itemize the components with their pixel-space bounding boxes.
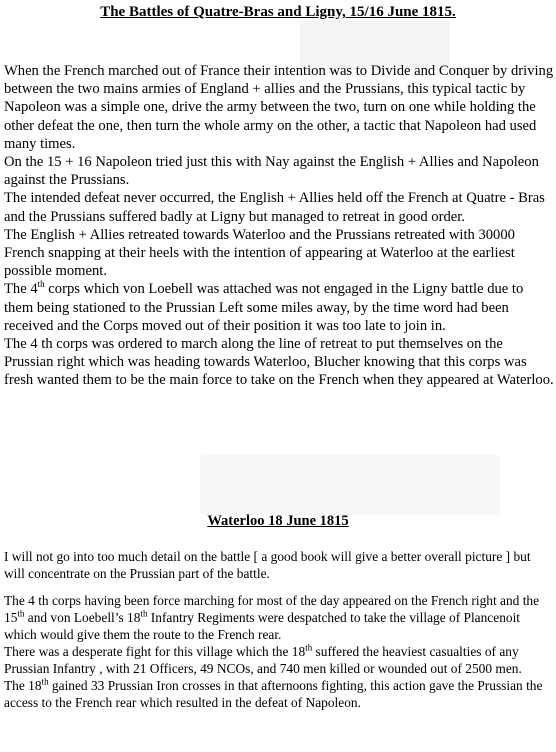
paragraph [4, 643, 554, 677]
superscript: th [305, 642, 313, 653]
page-title: The Battles of Quatre-Bras and Ligny, 15/16 June 1815. [100, 4, 456, 20]
paragraph: The 4 th corps was ordered to march along the line of retreat to put themselves on the Prussian right which was heading towards Waterloo, Blucher knowing that this corps was fresh wanted them to be the main force to take on the French when they appeared at Waterloo. [4, 336, 554, 389]
superscript: th [140, 608, 148, 619]
paragraph [4, 592, 554, 643]
superscript: th [17, 608, 25, 619]
text-run: There was a desperate fight for this village which the 18 [4, 644, 306, 659]
background-watermark [200, 455, 500, 515]
section-heading: Waterloo 18 June 1815 [207, 513, 349, 529]
text-run: and von Loebell’s 18 [24, 610, 141, 625]
text-run: The 4 th corps having been force marching for most of the day appeared on the French right and the 15 [4, 593, 540, 625]
text-run: The 18 [4, 678, 42, 693]
text-run: The 4 [4, 281, 38, 298]
text-run: corps which von Loebell was attached was not engaged in the Ligny battle due to them being stationed to the Prussian Left some miles away, by the time word had been received and the Corps moved out of their position it was too late to join in. [4, 281, 524, 334]
section-quatre-bras-ligny [4, 62, 554, 390]
paragraph: I will not go into too much detail on the battle [ a good book will give a better overall picture ] but will concentrate on the Prussian part of the battle. [4, 549, 531, 581]
paragraph: The English + Allies retreated towards Waterloo and the Prussians retreated with 30000 French snapping at their heels with the intention of appearing at Waterloo at the earliest possible moment. [4, 226, 515, 280]
paragraph: On the 15 + 16 Napoleon tried just this with Nay against the English + Allies and Napoleon against the Prussians. [4, 154, 539, 189]
superscript: th [37, 279, 45, 290]
paragraph: The intended defeat never occurred, the English + Allies held off the French at Quatre - Bras and the Prussians suffered badly at Ligny but managed to retreat in good order. [4, 190, 545, 225]
text-run: suffered the heaviest casualties of any Prussian Infantry , with 21 Officers, 49 NCOs, and 740 men killed or wounded out of 2500 men. [4, 644, 522, 676]
paragraph [4, 677, 554, 711]
text-run: Infantry Regiments were despatched to take the village of Plancenoit which would give them the route to the French rear. [4, 610, 521, 642]
paragraph: When the French marched out of France their intention was to Divide and Conquer by driving between the two mains armies of England + allies and the Prussians, this typical tactic by Napoleon was a simple one, drive the army between the two, turn on one while holding the other defeat the one, then turn the whole army on the other, a tactic that Napoleon had used many times. [4, 63, 554, 152]
text-run: gained 33 Prussian Iron crosses in that afternoons fighting, this action gave the Prussian the access to the French rear which resulted in the defeat of Napoleon. [4, 678, 543, 710]
section-waterloo [4, 548, 554, 711]
superscript: th [41, 676, 49, 687]
paragraph [4, 280, 554, 335]
